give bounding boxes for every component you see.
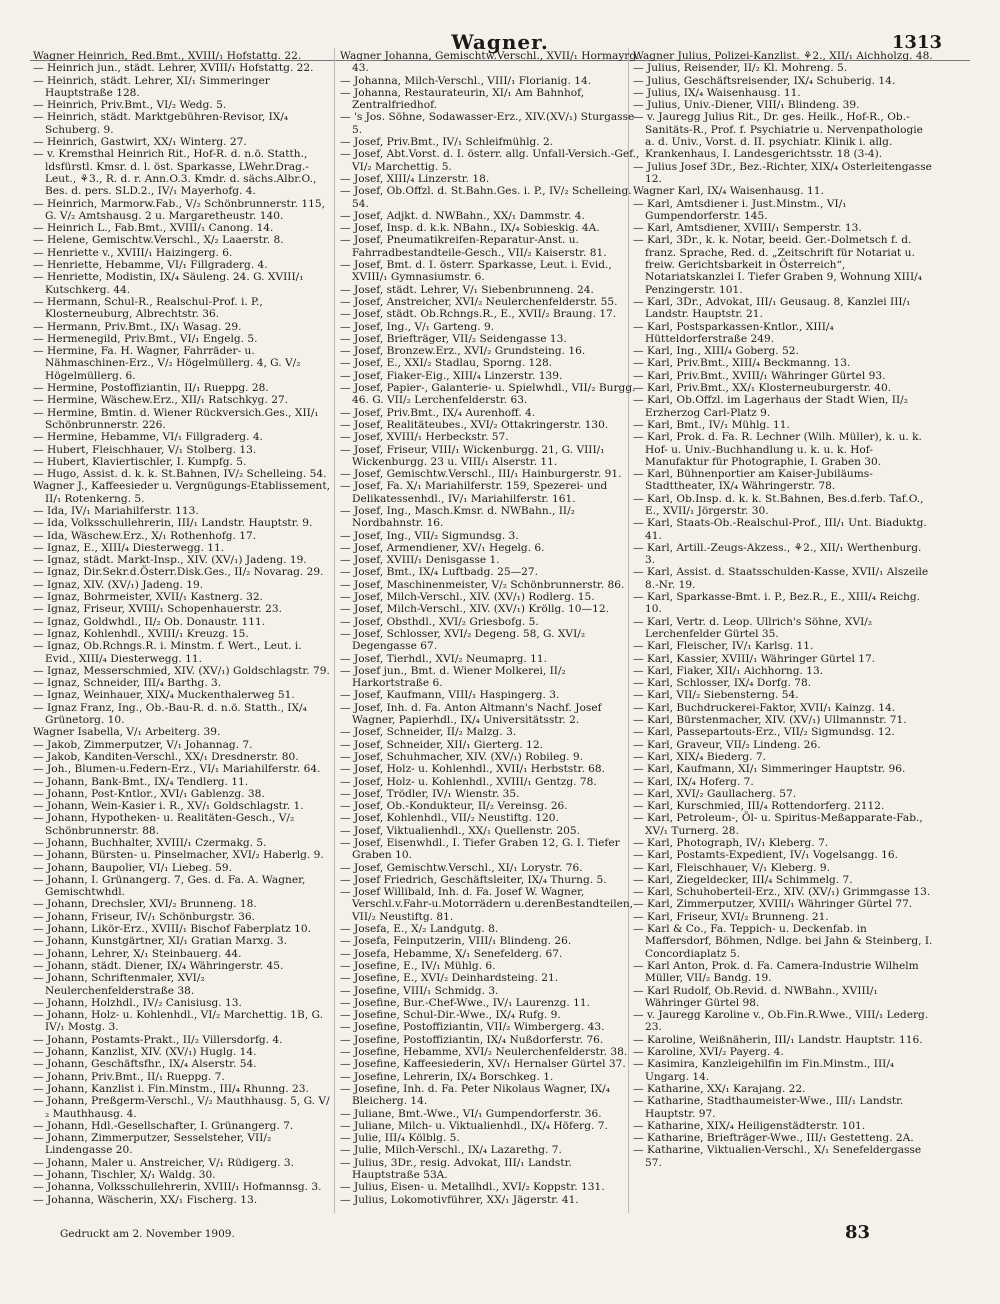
directory-entry: — Karl, Bmt., IV/₁ Mühlg. 11. <box>633 418 790 431</box>
directory-entry: — Karl, Kassier, XVIII/₁ Währinger Gürtel 17. <box>633 652 876 665</box>
directory-entry: — Karl, Zimmerputzer, XVIII/₁ Währinger Gürtel 77. <box>633 898 913 911</box>
directory-entry: — Josef, Kaufmann, VIII/₁ Haspingerg. 3. <box>340 689 560 702</box>
directory-entry: — Josefine, Postoffiziantin, IX/₄ Nußdorferstr. 76. <box>340 1033 604 1046</box>
column-divider <box>334 48 335 1213</box>
directory-entry: — Karl, Kurschmied, III/₄ Rottendorferg. 2112. <box>633 800 885 813</box>
directory-entry: — Karl, Fleischer, IV/₁ Karlsg. 11. <box>633 640 814 653</box>
directory-entry: Wagner Heinrich, Red.Bmt., XVIII/₁ Hofstattg. 22. <box>33 50 302 62</box>
directory-entry: — Julius, Reisender, II/₂ Kl. Mohreng. 5. <box>633 62 848 75</box>
directory-entry: — Ignaz, E., XIII/₄ Diesterwegg. 11. <box>33 541 225 554</box>
directory-entry: — Karl, XVI/₂ Gaullacherg. 57. <box>633 787 797 800</box>
directory-entry: — Karl, Artill.-Zeugs-Akzess., ⚘2., XII/₁ Werthenburg. 3. <box>633 541 922 567</box>
directory-entry: — Johann, Kanzlist, XIV. (XV/₁) Huglg. 14. <box>33 1046 257 1059</box>
directory-entry: — Julius Josef 3Dr., Bez.-Richter, XIX/₄ Osterleitengasse 12. <box>633 160 932 185</box>
directory-entry: — Karl, Bühnenportier am Kaiser-Jubiläums-Stadttheater, IX/₄ Währingerstr. 78. <box>633 468 873 493</box>
directory-entry: — Karl, Schlosser, IX/₄ Dorfg. 78. <box>633 677 812 690</box>
directory-entry: — Karl, Fleischhauer, V/₁ Kleberg. 9. <box>633 861 830 874</box>
directory-entry: — Johanna, Volksschullehrerin, XVIII/₁ Hofmannsg. 3. <box>33 1181 322 1194</box>
directory-entry: — Julie, Milch-Verschl., IX/₄ Lazarethg. 7. <box>340 1144 562 1157</box>
directory-entry: — Johann, Bank-Bmt., IX/₄ Tendlerg. 11. <box>33 775 249 788</box>
directory-entry: — Johann, Kunstgärtner, XI/₁ Gratian Marxg. 3. <box>33 935 288 948</box>
directory-entry: — Karl, Bürstenmacher, XIV. (XV/₁) Ullmannstr. 71. <box>633 714 907 727</box>
signature-mark: 83 <box>844 1222 870 1243</box>
directory-entry: — Josef, XIII/₄ Linzerstr. 18. <box>340 172 490 185</box>
directory-entry: — Josef, XVIII/₁ Herbeckstr. 57. <box>340 431 509 444</box>
directory-entry: — Josef, Anstreicher, XVI/₂ Neulerchenfelderstr. 55. <box>340 295 618 308</box>
directory-entry: — Katharine, Briefträger-Wwe., III/₁ Gestetteng. 2A. <box>633 1132 914 1145</box>
directory-entry: — Karl, Amtsdiener, XVIII/₁ Semperstr. 13. <box>633 222 862 235</box>
directory-entry: — Heinrich L., Fab.Bmt., XVIII/₁ Canong. 14. <box>33 222 274 235</box>
directory-entry: — Juliane, Bmt.-Wwe., VI/₁ Gumpendorferstr. 36. <box>340 1107 602 1120</box>
directory-entry: — Ida, IV/₁ Mariahilferstr. 113. <box>33 504 199 517</box>
directory-entry: — Josefine, Lehrerin, IX/₄ Borschkeg. 1. <box>340 1070 554 1083</box>
directory-entry: — Josef, Milch-Verschl., XIV. (XV/₁) Rodlerg. 15. <box>340 591 595 604</box>
directory-entry: — Josef, Eisenwhdl., I. Tiefer Graben 12, G. I. Tiefer Graben 10. <box>340 837 620 862</box>
directory-entry: — Karl, Friseur, XVI/₂ Brunneng. 21. <box>633 910 829 923</box>
directory-entry: — Karoline, XVI/₂ Payerg. 4. <box>633 1046 784 1059</box>
directory-entry: — Josef, Ing., VII/₂ Sigmundsg. 3. <box>340 529 519 542</box>
directory-entry: — Jakob, Kanditen-Verschl., XX/₁ Dresdnerstr. 80. <box>33 750 299 763</box>
directory-entry: — Josef, Papier-, Galanterie- u. Spielwhdl., VII/₂ Burgg. 46. G. VII/₂ Lerchenfelderstr. 63. <box>340 382 636 407</box>
directory-entry: — Karl, Amtsdiener i. Just.Minstm., VI/₁ Gumpendorferstr. 145. <box>633 197 847 222</box>
directory-entry: — Jakob, Zimmerputzer, V/₁ Johannag. 7. <box>33 738 253 751</box>
directory-entry: — Josef, Schneider, II/₂ Malzg. 3. <box>340 726 517 739</box>
directory-entry: — Karl, Vertr. d. Leop. Ullrich's Söhne, XVI/₂ Lerchenfelder Gürtel 35. <box>633 615 873 640</box>
directory-entry: — Karl, Sparkasse-Bmt. i. P., Bez.R., E., XIII/₄ Reichg. 10. <box>633 591 921 616</box>
directory-entry: Wagner Julius, Polizei-Kanzlist. ⚘2., XII/₁ Aichholzg. 48. <box>633 50 933 62</box>
directory-entry: — Julius, Univ.-Diener, VIII/₁ Blindeng. 39. <box>633 99 860 112</box>
directory-entry: — Johann, Drechsler, XVI/₂ Brunneng. 18. <box>33 898 257 911</box>
directory-entry: — v. Jauregg Karoline v., Ob.Fin.R.Wwe., VIII/₁ Lederg. 23. <box>633 1009 929 1034</box>
directory-entry: — Karl, Ing., XIII/₄ Goberg. 52. <box>633 345 799 358</box>
directory-entry: — Karl, XIX/₄ Biederg. 7. <box>633 750 767 763</box>
directory-entry: — Karl, Prok. d. Fa. R. Lechner (Wilh. Müller), k. u. k. Hof- u. Univ.-Buchhandlung u. k. u. k. Hof-Manufaktur für Photographie, I. Graben 30. <box>633 431 922 468</box>
directory-entry: — Josefa, E., X/₂ Landgutg. 8. <box>340 923 499 936</box>
directory-entry: — Ignaz, Messerschmied, XIV. (XV/₁) Goldschlagstr. 79. <box>33 664 330 677</box>
directory-entry: — Josef, Ing., Masch.Kmsr. d. NWBahn., II/₂ Nordbahnstr. 16. <box>340 504 575 530</box>
directory-entry: — Josef, städt. Ob.Rchngs.R., E., XVII/₂ Braung. 17. <box>340 308 617 321</box>
directory-entry: — Hermine, Wäschew.Erz., XII/₁ Ratschkyg. 27. <box>33 394 289 407</box>
directory-entry: — Ignaz Franz, Ing., Ob.-Bau-R. d. n.ö. Statth., IX/₄ Grünetorg. 10. <box>33 701 307 727</box>
directory-entry: — Julius, Geschäftsreisender, IX/₄ Schuberig. 14. <box>633 74 896 87</box>
directory-entry: — Johann, Hypotheken- u. Realitäten-Gesch., V/₂ Schönbrunnerstr. 88. <box>33 812 295 837</box>
directory-entry: — Karl, Priv.Bmt., XVIII/₁ Währinger Gürtel 93. <box>633 369 886 382</box>
directory-entry: — Julius, Lokomotivführer, XX/₁ Jägerstr. 41. <box>340 1193 579 1206</box>
directory-entry: — Heinrich, Priv.Bmt., VI/₂ Wedg. 5. <box>33 99 227 112</box>
directory-entry: — Josef, Bmt., IX/₄ Luftbadg. 25—27. <box>340 566 539 579</box>
directory-entry: — v. Kremsthal Heinrich Rit., Hof-R. d. n.ö. Statth., ldsfürstl. Kmsr. d. l. öst. Sparkasse, LWehr.Drag.-Leut., ⚘3., R. d. r. Ann.O.3. Kmdr. d. sächs.Albr.O., Bes. d. pers. SLD.2., IV/₁ Mayerhofg. 4. <box>33 148 317 198</box>
directory-entry: — Hubert, Fleischhauer, V/₁ Stolberg. 13. <box>33 443 257 456</box>
directory-entry: — Hermenegild, Priv.Bmt., VI/₁ Engelg. 5. <box>33 332 258 345</box>
directory-entry: — Josefine, Inh. d. Fa. Peter Nikolaus Wagner, IX/₄ Bleicherg. 14. <box>340 1082 610 1108</box>
directory-entry: — Julius, Eisen- u. Metallhdl., XVI/₂ Koppstr. 131. <box>340 1181 605 1194</box>
directory-entry: — Josef, Fa. X/₁ Mariahilferstr. 159, Spezerei- und Delikatessenhdl., IV/₁ Mariahilferstr. 161. <box>340 480 608 505</box>
directory-entry: — Josef, XVIII/₁ Denisgasse 1. <box>340 554 500 567</box>
directory-entry: Wagner Isabella, V/₁ Arbeiterg. 39. <box>33 726 221 739</box>
directory-entry: — Josefine, E., XVI/₂ Deinhardsteing. 21. <box>340 972 559 985</box>
directory-entry: — Josef, Tierhdl., XVI/₂ Neumaprg. 11. <box>340 652 547 665</box>
directory-entry: — Karl, Petroleum-, Öl- u. Spiritus-Meßapparate-Fab., XV/₁ Turnerg. 28. <box>633 812 923 837</box>
directory-entry: — Heinrich, Gastwirt, XX/₁ Winterg. 27. <box>33 136 247 149</box>
directory-entry: — Ignaz, Kohlenhdl., XVIII/₁ Kreuzg. 15. <box>33 627 249 640</box>
directory-entry: — Johann, Likör-Erz., XVIII/₁ Bischof Faberplatz 10. <box>33 923 312 936</box>
directory-entry: — Ignaz, Friseur, XVIII/₁ Schopenhauerstr. 23. <box>33 603 283 616</box>
directory-entry: — Josef, Insp. d. k.k. NBahn., IX/₄ Sobieskig. 4A. <box>340 222 600 235</box>
directory-entry: — Ignaz, Ob.Rchngs.R. i. Minstm. f. Wert., Leut. i. Evid., XIII/₄ Diesterwegg. 11. <box>33 640 302 665</box>
directory-entry: — Josef, Milch-Verschl., XIV. (XV/₁) Kröllg. 10—12. <box>340 603 609 616</box>
directory-entry: — Johann, I. Grünangerg. 7, Ges. d. Fa. A. Wagner, Gemischtwhdl. <box>33 873 306 899</box>
directory-entry: — Johann, Baupolier, VI/₁ Liebeg. 59. <box>33 861 232 874</box>
directory-entry: — Katharine, XIX/₄ Heiligenstädterstr. 101. <box>633 1119 866 1132</box>
directory-entry: — 's Jos. Söhne, Sodawasser-Erz., XIV.(XV/₁) Sturgasse 5. <box>340 111 635 136</box>
directory-entry: — Josef, Pneumatikreifen-Reparatur-Anst. u. Fahrradbestandteile-Gesch., VII/₂ Kaiserstr. 81. <box>340 234 607 259</box>
directory-entry: — Josef, Trödler, IV/₁ Wienstr. 35. <box>340 787 520 800</box>
directory-entry: — Josef, Fiaker-Eig., XIII/₄ Linzerstr. 139. <box>340 369 563 382</box>
directory-entry: Wagner Johanna, Gemischtw.Verschl., XVII/₁ Hormayrg. 43. <box>340 50 640 75</box>
directory-entry: — Hermann, Priv.Bmt., IX/₁ Wasag. 29. <box>33 320 242 333</box>
directory-entry: — Johann, Lehrer, X/₁ Steinbauerg. 44. <box>33 947 242 960</box>
directory-entry: — Josef, Armendiener, XV/₁ Hegelg. 6. <box>340 541 545 554</box>
directory-entry: — Josef, Viktualienhdl., XX/₁ Quellenstr. 205. <box>340 824 581 837</box>
directory-entry: — Josef, Bronzew.Erz., XVI/₂ Grundsteing. 16. <box>340 345 586 358</box>
directory-entry: — Josef, Holz- u. Kohlenhdl., XVII/₁ Herbststr. 68. <box>340 763 606 776</box>
directory-entry: Wagner Karl, IX/₄ Waisenhausg. 11. <box>633 185 824 198</box>
directory-entry: — Karl, VII/₂ Siebensterng. 54. <box>633 689 799 702</box>
directory-entry: — Josef, Kohlenhdl., VII/₂ Neustiftg. 120. <box>340 812 559 825</box>
directory-entry: — Hermine, Fa. H. Wagner, Fahrräder- u. Nähmaschinen-Erz., V/₂ Högelmüllerg. 4, G. V/₂ Högelmüllerg. 6. <box>33 345 301 382</box>
directory-entry: — Hubert, Klaviertischler, I. Kumpfg. 5. <box>33 455 247 468</box>
directory-entry: — Johann, Friseur, IV/₁ Schönburgstr. 36. <box>33 910 255 923</box>
directory-entry: — Johann, Wein-Kasier i. R., XV/₁ Goldschlagstr. 1. <box>33 800 304 813</box>
directory-entry: — Ignaz, Bohrmeister, XVII/₁ Kastnerg. 32. <box>33 591 263 604</box>
directory-entry: — Julius, IX/₄ Waisenhausg. 11. <box>633 86 801 99</box>
directory-entry: — Henriette, Modistin, IX/₄ Säuleng. 24. G. XVIII/₁ Kutschkerg. 44. <box>33 271 304 296</box>
directory-entry: — Johann, Maler u. Anstreicher, V/₁ Rüdigerg. 3. <box>33 1156 295 1169</box>
directory-entry: — Karl, 3Dr., Advokat, III/₁ Geusaug. 8, Kanzlei III/₁ Landstr. Hauptstr. 21. <box>633 295 911 321</box>
directory-entry: — Josef, Bmt. d. I. österr. Sparkasse, Leut. i. Evid., XVIII/₁ Gymnasiumstr. 6. <box>340 259 612 284</box>
directory-entry: — Johann, Hdl.-Gesellschafter, I. Grünangerg. 7. <box>33 1119 294 1132</box>
directory-entry: — Johanna, Milch-Verschl., VIII/₁ Florianig. 14. <box>340 74 592 87</box>
directory-entry: — Johann, städt. Diener, IX/₄ Währingerstr. 45. <box>33 959 284 972</box>
directory-entry: — Josef, Schuhmacher, XIV. (XV/₁) Robileg. 9. <box>340 750 583 763</box>
directory-entry: — Karl, Assist. d. Staatsschulden-Kasse, XVII/₁ Alszeile 8.-Nr. 19. <box>633 566 929 591</box>
directory-entry: — Katharine, XX/₁ Karajang. 22. <box>633 1082 806 1095</box>
directory-entry: — Josef, E., XXI/₂ Stadlau, Sporng. 128. <box>340 357 553 370</box>
directory-entry: — Johann, Post-Kntlor., XVI/₁ Gablenzg. 38. <box>33 787 265 800</box>
directory-entry: Wagner J., Kaffeesieder u. Vergnügungs-Etablissement, II/₁ Rotenkerng. 5. <box>33 480 330 505</box>
directory-entry: — Josef jun., Bmt. d. Wiener Molkerei, II/₂ Harkortstraße 6. <box>340 664 566 690</box>
directory-entry: — Karl & Co., Fa. Teppich- u. Deckenfab. in Maffersdorf, Böhmen, Ndlge. bei Jahn & Steinberg, I. Concordiaplatz 5. <box>633 923 933 960</box>
directory-entry: — Helene, Gemischtw.Verschl., X/₂ Laaerstr. 8. <box>33 234 284 247</box>
directory-entry: — Josefa, Feinputzerin, VIII/₁ Blindeng. 26. <box>340 935 572 948</box>
directory-entry: — Johann, Schriftenmaler, XVI/₂ Neulerchenfelderstraße 38. <box>33 972 205 997</box>
directory-entry: — Josef, Obsthdl., XVI/₂ Griesbofg. 5. <box>340 615 539 628</box>
directory-entry: — Hermine, Postoffiziantin, II/₁ Rueppg. 28. <box>33 382 269 395</box>
directory-entry: — Josef, städt. Lehrer, V/₁ Siebenbrunneng. 24. <box>340 283 594 296</box>
directory-entry: — Josef, Maschinenmeister, V/₂ Schönbrunnerstr. 86. <box>340 578 625 591</box>
directory-entry: — Johanna, Restaurateurin, XI/₁ Am Bahnhof, Zentralfriedhof. <box>340 86 585 112</box>
directory-entry: — Katharine, Stadthaumeister-Wwe., III/₁ Landstr. Hauptstr. 97. <box>633 1095 904 1120</box>
directory-entry: — Josef, Realitäteubes., XVI/₂ Ottakringerstr. 130. <box>340 418 609 431</box>
directory-entry: — Heinrich jun., städt. Lehrer, XVIII/₁ Hofstattg. 22. <box>33 62 314 75</box>
directory-entry: — Karl, 3Dr., k. k. Notar, beeid. Ger.-Dolmetsch f. d. franz. Sprache, Red. d. „Zeitschrift für Notariat u. freiw. Gerichtsbarkeit in Österreich“, Notariatskanzlei I. Tiefer Graben 9, Wohnung XIII/₄ Penzingerstr. 101. <box>633 234 922 296</box>
directory-entry: — Julius, 3Dr., resig. Advokat, III/₁ Landstr. Hauptstraße 53A. <box>340 1156 572 1182</box>
directory-entry: — Josef, Schneider, XII/₁ Gierterg. 12. <box>340 738 543 751</box>
directory-entry: — Josef, Adjkt. d. NWBahn., XX/₁ Dammstr. 4. <box>340 209 585 222</box>
directory-entry: — Hermine, Hebamme, VI/₁ Fillgraderg. 4. <box>33 431 263 444</box>
directory-entry: — Josefine, Kaffeesiederin, XV/₁ Hernalser Gürtel 37. <box>340 1058 626 1071</box>
directory-entry: — Josef, Priv.Bmt., IV/₁ Schleifmühlg. 2. <box>340 136 554 149</box>
directory-entry: — Heinrich, städt. Lehrer, XI/₁ Simmeringer Hauptstraße 128. <box>33 74 270 99</box>
directory-entry: — Karl, Kaufmann, XI/₁ Simmeringer Hauptstr. 96. <box>633 763 906 776</box>
directory-entry: — Ignaz, Weinhauer, XIX/₄ Muckenthalerweg 51. <box>33 689 295 702</box>
directory-entry: — Karoline, Weißnäherin, III/₁ Landstr. Hauptstr. 116. <box>633 1033 923 1046</box>
page-title: Wagner. <box>451 30 549 54</box>
directory-entry: — Heinrich, Marmorw.Fab., V/₂ Schönbrunnerstr. 115, G. V/₂ Amtshausg. 2 u. Margaretheustr. 140. <box>33 197 325 222</box>
directory-entry: — Karl, Ob.Offzl. im Lagerhaus der Stadt Wien, II/₂ Erzherzog Carl-Platz 9. <box>633 394 908 419</box>
directory-entry: — Henriette, Hebamme, VI/₁ Fillgraderg. 4. <box>33 259 268 272</box>
column-3 <box>633 50 933 1169</box>
directory-entry: — Karl Rudolf, Ob.Revid. d. NWBahn., XVIII/₁ Währinger Gürtel 98. <box>633 984 878 1009</box>
directory-entry: — Johann, Postamts-Prakt., II/₂ Villersdorfg. 4. <box>33 1033 283 1046</box>
directory-entry: — Josef, Inh. d. Fa. Anton Altmann's Nachf. Josef Wagner, Papierhdl., IX/₄ Universitätsstr. 2. <box>340 701 602 727</box>
directory-entry: — Ignaz, XIV. (XV/₁) Jadeng. 19. <box>33 578 204 591</box>
directory-entry: — Ignaz, Dir.Sekr.d.Österr.Disk.Ges., II/₂ Novarag. 29. <box>33 566 324 579</box>
directory-entry: — Karl, Priv.Bmt., XIII/₄ Beckmanng. 13. <box>633 357 851 370</box>
directory-entry: — Josef, Briefträger, VII/₂ Seidengasse 13. <box>340 332 567 345</box>
directory-entry: — Johann, Holz- u. Kohlenhdl., VI/₂ Marchettig. 1B, G. IV/₁ Mostg. 3. <box>33 1009 324 1034</box>
directory-entry: — Josefine, Postoffiziantin, VII/₂ Wimbergerg. 43. <box>340 1021 605 1034</box>
directory-entry: — Josefine, Hebamme, XVI/₂ Neulerchenfelderstr. 38. <box>340 1046 628 1059</box>
directory-entry: — Henriette v., XVIII/₁ Haizingerg. 6. <box>33 246 233 259</box>
directory-entry: — Ignaz, Goldwhdl., II/₂ Ob. Donaustr. 111. <box>33 615 266 628</box>
directory-entry: — Johann, Zimmerputzer, Sesselsteher, VII/₂ Lindengasse 20. <box>33 1132 272 1157</box>
directory-entry: — Josef, Friseur, VIII/₁ Wickenburgg. 21, G. VIII/₁ Wickenburgg. 23 u. VIII/₁ Alserstr. 11. <box>340 443 605 468</box>
column-2 <box>340 50 640 1206</box>
directory-entry: — Karl, Postamts-Expedient, IV/₁ Vogelsangg. 16. <box>633 849 899 862</box>
directory-entry: — Ida, Volksschullehrerin, III/₁ Landstr. Hauptstr. 9. <box>33 517 313 530</box>
directory-entry: — Katharine, Viktualien-Verschl., X/₁ Senefeldergasse 57. <box>633 1144 922 1169</box>
directory-entry: — Josef, Holz- u. Kohlenhdl., XVIII/₁ Gentzg. 78. <box>340 775 597 788</box>
directory-entry: — Josef, Gemischtw.Verschl., III/₁ Hainburgerstr. 91. <box>340 468 622 481</box>
directory-entry: — v. Jauregg Julius Rit., Dr. ges. Heilk., Hof-R., Ob.-Sanitäts-R., Prof. f. Psychiatrie u. Nervenpathologie a. d. Univ., Vorst. d. II. psychiatr. Klinik i. allg. Krankenhaus, I. Landesgerichtsstr. 18 (3-4). <box>633 111 923 161</box>
directory-entry: — Karl, Schuhoberteil-Erz., XIV. (XV/₁) Grimmgasse 13. <box>633 886 931 899</box>
page-number: 1313 <box>891 32 942 53</box>
directory-entry: — Heinrich, städt. Marktgebühren-Revisor, IX/₄ Schuberg. 9. <box>33 111 289 136</box>
directory-entry: — Johann, Preßgerm-Verschl., V/₂ Mauthhausg. 5, G. V/₂ Mauthhausg. 4. <box>33 1095 330 1120</box>
directory-entry: — Josef, Ing., V/₁ Garteng. 9. <box>340 320 495 333</box>
directory-entry: — Josefine, Schul-Dir.-Wwe., IX/₄ Rufg. 9. <box>340 1009 561 1022</box>
directory-entry: — Karl, Photograph, IV/₁ Kleberg. 7. <box>633 837 829 849</box>
directory-entry: — Juliane, Milch- u. Viktualienhdl., IX/₄ Höferg. 7. <box>340 1119 608 1132</box>
directory-entry: — Hugo, Assist. d. k. k. St.Bahnen, IV/₂ Schelleing. 54. <box>33 468 327 481</box>
directory-entry: — Karl, Passepartouts-Erz., VII/₂ Sigmundsg. 12. <box>633 726 895 739</box>
directory-entry: — Karl, Graveur, VII/₂ Lindeng. 26. <box>633 738 821 751</box>
directory-entry: — Ida, Wäschew.Erz., X/₁ Rothenhofg. 17. <box>33 529 257 542</box>
directory-entry: — Karl Anton, Prok. d. Fa. Camera-Industrie Wilhelm Müller, VII/₂ Bandg. 19. <box>633 959 919 985</box>
directory-entry: — Karl, Staats-Ob.-Realschul-Prof., III/₁ Unt. Biaduktg. 41. <box>633 517 927 542</box>
directory-entry: — Karl, Postsparkassen-Kntlor., XIII/₄ Hütteldorferstraße 249. <box>633 320 834 345</box>
directory-entry: — Josef Friedrich, Geschäftsleiter, IX/₄ Thurng. 5. <box>340 873 607 886</box>
directory-entry: — Julie, III/₄ Kölblg. 5. <box>340 1132 460 1145</box>
directory-entry: — Josef, Ob.-Kondukteur, II/₂ Vereinsg. 26. <box>340 800 568 813</box>
directory-entry: — Josef, Gemischtw.Verschl., XI/₁ Lorystr. 76. <box>340 861 583 874</box>
directory-entry: — Hermine, Bmtin. d. Wiener Rückversich.Ges., XII/₁ Schönbrunnerstr. 226. <box>33 406 319 431</box>
directory-entry: — Josef, Priv.Bmt., IX/₄ Aurenhoff. 4. <box>340 406 536 419</box>
directory-entry: — Karl, Priv.Bmt., XX/₁ Klosterneuburgerstr. 40. <box>633 382 892 395</box>
directory-entry: — Josefine, Bur.-Chef-Wwe., IV/₁ Laurenzg. 11. <box>340 996 591 1009</box>
column-1 <box>33 50 333 1206</box>
directory-entry: — Johanna, Wäscherin, XX/₁ Fischerg. 13. <box>33 1193 258 1206</box>
directory-entry: — Josef, Abt.Vorst. d. I. österr. allg. Unfall-Versich.-Gef., VI/₂ Marchettig. 5. <box>340 148 640 173</box>
directory-entry: — Kasimira, Kanzleigehilfin im Fin.Minstm., III/₄ Ungarg. 14. <box>633 1058 895 1083</box>
directory-entry: — Karl, Fiaker, XII/₁ Aichhorng. 13. <box>633 664 824 677</box>
directory-entry: — Ignaz, städt. Markt-Insp., XIV. (XV/₁) Jadeng. 19. <box>33 554 307 567</box>
directory-entry: — Johann, Tischler, X/₁ Waldg. 30. <box>33 1169 216 1182</box>
directory-entry: — Ignaz, Schneider, III/₄ Barthg. 3. <box>33 677 222 690</box>
directory-entry: — Karl, Ob.Insp. d. k. k. St.Bahnen, Bes.d.ferb. Taf.O., E., XVII/₁ Jörgerstr. 30. <box>633 492 924 517</box>
directory-entry: — Karl, IX/₄ Hoferg. 7. <box>633 775 754 788</box>
directory-entry: — Josefine, E., IV/₁ Mühlg. 6. <box>340 959 496 972</box>
directory-entry: — Johann, Priv.Bmt., II/₁ Rueppg. 7. <box>33 1070 225 1083</box>
directory-entry: — Karl, Ziegeldecker, III/₄ Schimmelg. 7. <box>633 873 853 886</box>
directory-entry: — Josef Willibald, Inh. d. Fa. Josef W. Wagner, Verschl.v.Fahr-u.Motorrädern u.derenBestandteilen, VII/₂ Neustiftg. 81. <box>340 886 634 923</box>
directory-entry: — Joh., Blumen-u.Federn-Erz., VI/₁ Mariahilferstr. 64. <box>33 763 321 776</box>
directory-entry: — Josefa, Hebamme, X/₁ Senefelderg. 67. <box>340 947 563 960</box>
directory-entry: — Hermann, Schul-R., Realschul-Prof. i. P., Klosterneuburg, Albrechtstr. 36. <box>33 295 263 321</box>
directory-entry: — Karl, Buchdruckerei-Faktor, XVII/₁ Kainzg. 14. <box>633 701 896 714</box>
directory-entry: — Johann, Geschäftsfhr., IX/₄ Alserstr. 54. <box>33 1058 257 1071</box>
directory-entry: — Johann, Bürsten- u. Pinselmacher, XVI/₂ Haberlg. 9. <box>33 849 324 862</box>
print-date: Gedruckt am 2. November 1909. <box>60 1228 235 1240</box>
directory-entry: — Josef, Schlosser, XVI/₂ Degeng. 58, G. XVI/₂ Degengasse 67. <box>340 627 586 653</box>
directory-entry: — Josef, Ob.Offzl. d. St.Bahn.Ges. i. P., IV/₂ Schelleing. 54. <box>340 185 632 210</box>
directory-entry: — Josefine, VIII/₁ Schmidg. 3. <box>340 984 499 997</box>
directory-entry: — Johann, Holzhdl., IV/₂ Canisiusg. 13. <box>33 996 242 1009</box>
directory-entry: — Johann, Buchhalter, XVIII/₁ Czermakg. 5. <box>33 837 267 849</box>
directory-entry: — Johann, Kanzlist i. Fin.Minstm., III/₄ Rhunng. 23. <box>33 1082 309 1095</box>
